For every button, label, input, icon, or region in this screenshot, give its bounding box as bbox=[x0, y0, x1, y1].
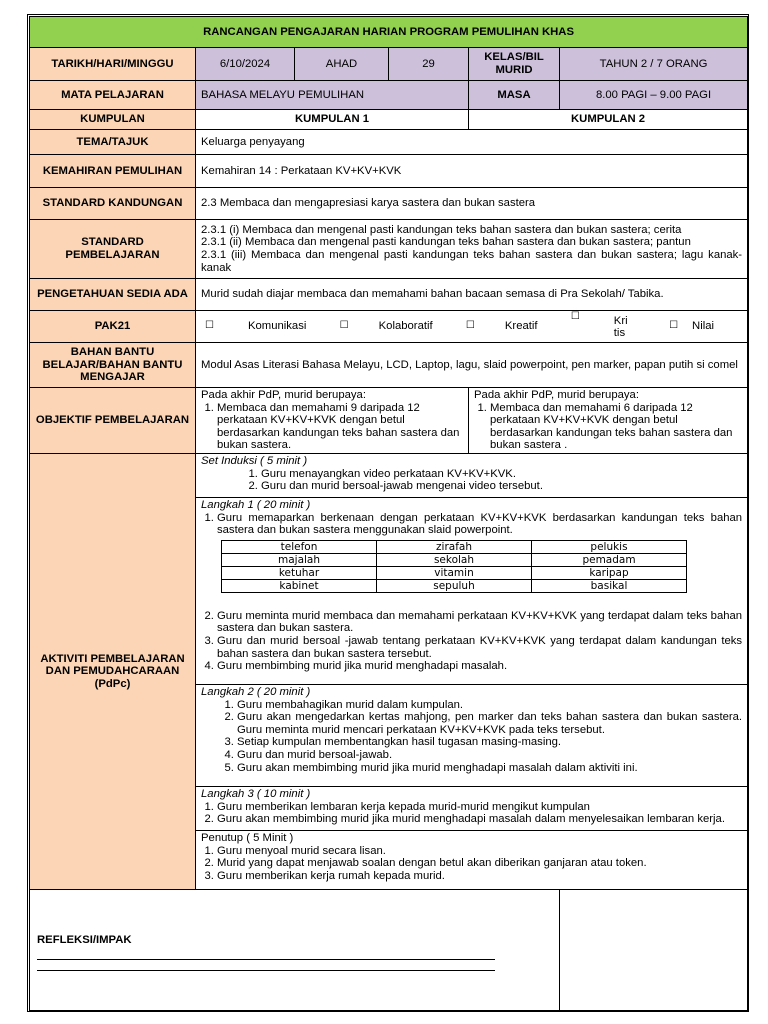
langkah-3-heading: Langkah 3 ( 10 minit ) bbox=[201, 787, 311, 800]
refleksi-section bbox=[30, 889, 560, 1010]
checkbox-icon: ☐ bbox=[669, 320, 679, 332]
week-value: 29 bbox=[389, 48, 469, 81]
list-item: 2. Murid yang dapat menjawab soalan dengan betul akan diberikan ganjaran atau token. bbox=[217, 857, 742, 870]
table-row bbox=[222, 540, 687, 553]
checkbox-icon: ☐ bbox=[205, 320, 214, 332]
list-item: 1. Guru menayangkan video perkataan KV+KV+KVK. bbox=[261, 468, 742, 481]
langkah-2 bbox=[196, 684, 748, 786]
lesson-plan-table bbox=[29, 16, 748, 1011]
sp-line: 2.3.1 (iii) Membaca dan mengenal pasti kandungan teks bahan sastera dan bukan sastera; lagu kanak-kanak bbox=[201, 249, 743, 274]
set-induksi bbox=[196, 453, 748, 497]
word-cell: karipap bbox=[532, 566, 687, 579]
word-cell: zirafah bbox=[377, 540, 532, 553]
objektif-label: OBJEKTIF PEMBELAJARAN bbox=[30, 388, 196, 454]
langkah-2-heading: Langkah 2 ( 20 minit ) bbox=[201, 685, 311, 698]
list-item: 1. Guru membahagikan murid dalam kumpulan. bbox=[237, 699, 742, 712]
word-table bbox=[221, 540, 687, 593]
table-row bbox=[222, 553, 687, 566]
list-item: 3. Setiap kumpulan membentangkan hasil tugasan masing-masing. bbox=[237, 736, 742, 749]
sp-line: 2.3.1 (ii) Membaca dan mengenal pasti kandungan teks bahan sastera dan bukan sastera; pantun bbox=[201, 236, 691, 249]
kemahiran-value: Kemahiran 14 : Perkataan KV+KV+KVK bbox=[196, 155, 748, 188]
word-cell: ketuhar bbox=[222, 566, 377, 579]
kumpulan-2-header: KUMPULAN 2 bbox=[469, 110, 748, 130]
objektif-item: 1. Membaca dan memahami 9 daripada 12 perkataan KV+KV+KVK dengan betul berdasarkan kandungan teks bahan sastera dan bukan sastera. bbox=[217, 402, 463, 452]
standard-pembelajaran-label: STANDARD PEMBELAJARAN bbox=[30, 220, 196, 279]
title-text: RANCANGAN PENGAJARAN HARIAN PROGRAM PEMULIHAN KHAS bbox=[203, 25, 574, 38]
pak-option-kolaboratif[interactable]: ☐ Kolaboratif bbox=[339, 320, 433, 333]
tema-label: TEMA/TAJUK bbox=[30, 130, 196, 155]
checkbox-icon: ☐ bbox=[570, 310, 580, 322]
word-cell: pelukis bbox=[532, 540, 687, 553]
aktiviti-label: AKTIVITI PEMBELAJARAN DAN PEMUDAHCARAAN (PdPc) bbox=[30, 453, 196, 889]
refleksi-side-box bbox=[560, 889, 748, 1010]
objektif-intro: Pada akhir PdP, murid berupaya: bbox=[474, 389, 639, 401]
langkah-1 bbox=[196, 497, 748, 684]
list-item: 4. Guru membimbing murid jika murid menghadapi masalah. bbox=[217, 660, 742, 673]
pak-option-komunikasi[interactable]: ☐ Komunikasi bbox=[205, 320, 307, 333]
list-item: 3. Guru memberikan kerja rumah kepada murid. bbox=[217, 870, 742, 883]
masa-label: MASA bbox=[469, 81, 560, 110]
sp-line: 2.3.1 (i) Membaca dan mengenal pasti kandungan teks bahan sastera dan bukan sastera; cerita bbox=[201, 223, 682, 236]
kelas-label: KELAS/BIL MURID bbox=[469, 48, 560, 81]
checkbox-icon: ☐ bbox=[465, 320, 475, 332]
objektif-kumpulan-2 bbox=[469, 388, 748, 454]
list-item: 2. Guru akan mengedarkan kertas mahjong, pen marker dan teks bahan sastera dan bukan sastera. Guru meminta murid mencari perkataan KV+KV+KVK pada teks tersebut. bbox=[237, 711, 742, 736]
mata-pelajaran-value: BAHASA MELAYU PEMULIHAN bbox=[196, 81, 469, 110]
list-item: 2. Guru akan membimbing murid jika murid menghadapi masalah dalam menyelesaikan lembaran kerja. bbox=[217, 813, 742, 826]
table-row bbox=[222, 579, 687, 592]
list-item: 2. Guru meminta murid membaca dan memahami perkataan KV+KV+KVK yang terdapat dalam teks bahan sastera dan bukan sastera. bbox=[217, 610, 742, 635]
page-title bbox=[30, 17, 748, 48]
table-row bbox=[222, 566, 687, 579]
kumpulan-label: KUMPULAN bbox=[30, 110, 196, 130]
list-item: 1. Guru memaparkan berkenaan dengan perkataan KV+KV+KVK berdasarkan kandungan teks bahan sastera dan bukan sastera menggunakan slaid powerpoint. bbox=[217, 512, 742, 537]
word-cell: kabinet bbox=[222, 579, 377, 592]
list-item: 2. Guru dan murid bersoal-jawab mengenai video tersebut. bbox=[261, 480, 742, 493]
kelas-value: TAHUN 2 / 7 ORANG bbox=[560, 48, 748, 81]
langkah-1-heading: Langkah 1 ( 20 minit ) bbox=[201, 498, 311, 511]
set-induksi-heading: Set Induksi ( 5 minit ) bbox=[201, 454, 308, 467]
langkah-3 bbox=[196, 786, 748, 830]
lesson-plan-page bbox=[27, 14, 749, 1012]
list-item: 3. Guru dan murid bersoal -jawab tentang perkataan KV+KV+KVK yang terdapat dalam kandungan teks bahan sastera dan bukan sastera tersebut. bbox=[217, 635, 742, 660]
list-item: 4. Guru dan murid bersoal-jawab. bbox=[237, 749, 742, 762]
word-cell: basikal bbox=[532, 579, 687, 592]
pengetahuan-value: Murid sudah diajar membaca dan memahami bahan bacaan semasa di Pra Sekolah/ Tabika. bbox=[196, 279, 748, 311]
masa-value: 8.00 PAGI – 9.00 PAGI bbox=[560, 81, 748, 110]
tema-value: Keluarga penyayang bbox=[196, 130, 748, 155]
pak-option-nilai[interactable]: ☐ Nilai bbox=[669, 320, 715, 333]
mata-pelajaran-label: MATA PELAJARAN bbox=[30, 81, 196, 110]
standard-kandungan-value: 2.3 Membaca dan mengapresiasi karya sastera dan bukan sastera bbox=[196, 188, 748, 220]
kumpulan-1-header: KUMPULAN 1 bbox=[196, 110, 469, 130]
bbm-label: BAHAN BANTU BELAJAR/BAHAN BANTU MENGAJAR bbox=[30, 343, 196, 388]
penutup-heading: Penutup ( 5 Minit ) bbox=[201, 831, 294, 844]
kemahiran-label: KEMAHIRAN PEMULIHAN bbox=[30, 155, 196, 188]
pengetahuan-label: PENGETAHUAN SEDIA ADA bbox=[30, 279, 196, 311]
pak21-label: PAK21 bbox=[30, 311, 196, 343]
word-cell: vitamin bbox=[377, 566, 532, 579]
refleksi-label: REFLEKSI/IMPAK bbox=[37, 933, 132, 946]
bbm-value: Modul Asas Literasi Bahasa Melayu, LCD, Laptop, lagu, slaid powerpoint, pen marker, papan putih si comel bbox=[196, 343, 748, 388]
word-cell: sekolah bbox=[377, 553, 532, 566]
word-cell: majalah bbox=[222, 553, 377, 566]
penutup bbox=[196, 830, 748, 889]
day-value: AHAD bbox=[295, 48, 389, 81]
word-cell: sepuluh bbox=[377, 579, 532, 592]
pak21-options bbox=[196, 311, 748, 343]
refleksi-writing-lines bbox=[37, 949, 554, 971]
list-item: 1. Guru menyoal murid secara lisan. bbox=[217, 845, 742, 858]
checkbox-icon: ☐ bbox=[339, 320, 349, 332]
objektif-kumpulan-1 bbox=[196, 388, 469, 454]
word-cell: telefon bbox=[222, 540, 377, 553]
word-cell: pemadam bbox=[532, 553, 687, 566]
pak-option-kreatif[interactable]: ☐ Kreatif bbox=[465, 320, 538, 333]
date-value: 6/10/2024 bbox=[196, 48, 295, 81]
objektif-item: 1. Membaca dan memahami 6 daripada 12 perkataan KV+KV+KVK dengan betul berdasarkan kandungan teks bahan sastera dan bukan sastera . bbox=[490, 402, 742, 452]
standard-pembelajaran-value bbox=[196, 220, 748, 279]
objektif-intro: Pada akhir PdP, murid berupaya: bbox=[201, 389, 366, 401]
list-item: 1. Guru memberikan lembaran kerja kepada murid-murid mengikut kumpulan bbox=[217, 801, 742, 814]
tarikh-label: TARIKH/HARI/MINGGU bbox=[30, 48, 196, 81]
list-item: 5. Guru akan membimbing murid jika murid menghadapi masalah dalam aktiviti ini. bbox=[237, 762, 742, 775]
pak-option-kritis[interactable]: ☐ Kri tis bbox=[570, 310, 628, 339]
standard-kandungan-label: STANDARD KANDUNGAN bbox=[30, 188, 196, 220]
